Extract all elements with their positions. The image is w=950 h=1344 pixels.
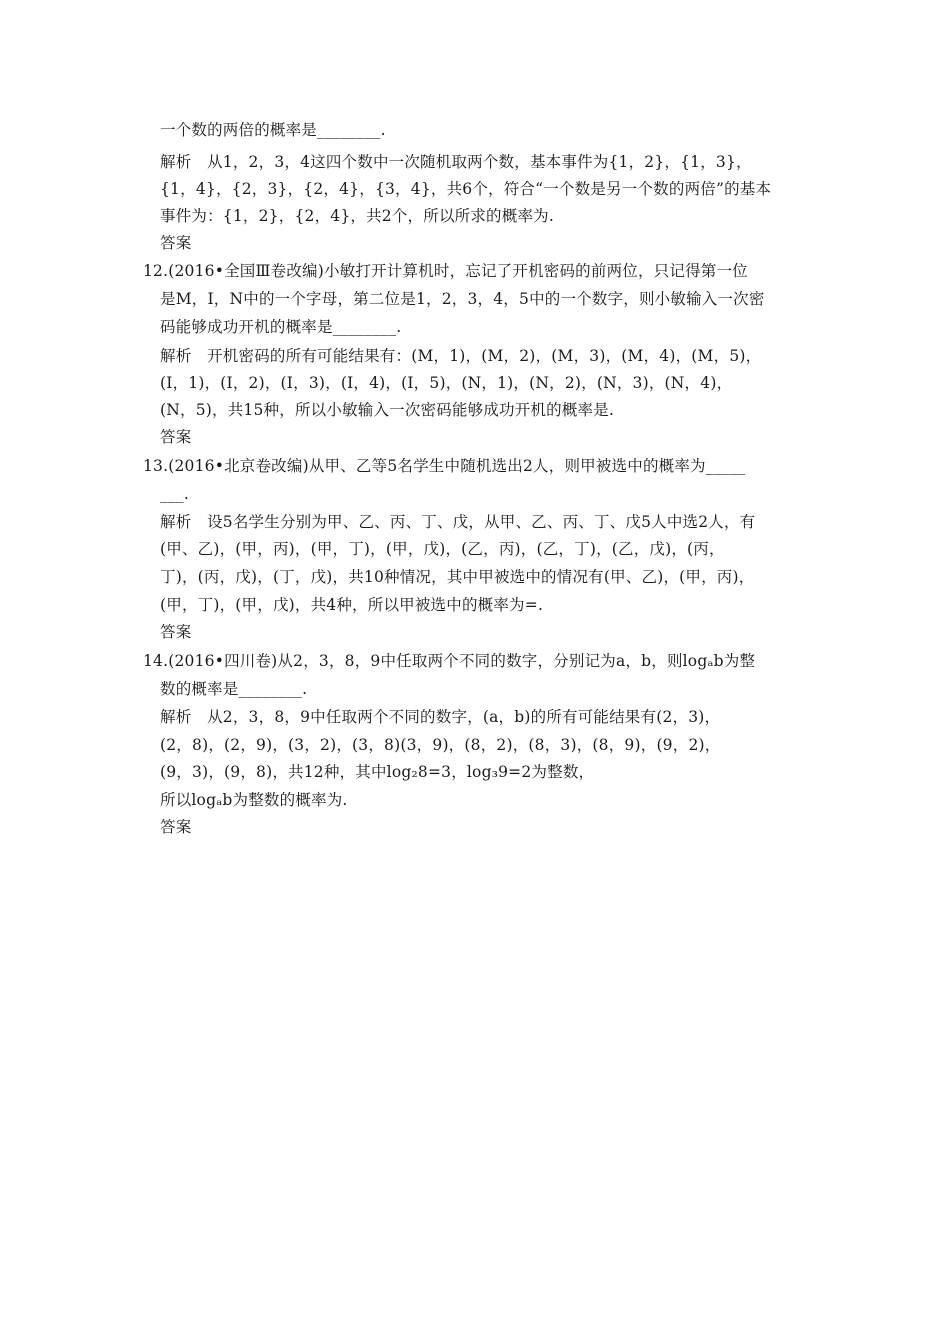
- text-line: (2，8)，(2，9)，(3，2)，(3，8)(3，9)，(8，2)，(8，3)，(8，9)，(9，2)，: [160, 736, 721, 754]
- answer-label: 答案: [160, 428, 192, 446]
- text-line: (N，5)，共15种，所以小敏输入一次密码能够成功开机的概率是.: [160, 401, 615, 419]
- question-14: 14.(2016•四川卷)从2，3，8，9中任取两个不同的数字，分别记为a，b，则logₐb为整: [143, 652, 756, 670]
- answer-label: 答案: [160, 818, 192, 836]
- text-line: 丁)，(丙，戊)，(丁，戊)，共10种情况，其中甲被选中的情况有(甲、乙)，(甲，丙)，: [160, 568, 755, 586]
- text-line: (甲、乙)，(甲，丙)，(甲，丁)，(甲，戊)，(乙，丙)，(乙，丁)，(乙，戊)，(丙，: [160, 540, 725, 558]
- answer-label: 答案: [160, 623, 192, 641]
- text-line: 数的概率是________.: [160, 680, 308, 698]
- text-line: 是M，I，N中的一个字母，第二位是1，2，3，4，5中的一个数字，则小敏输入一次密: [160, 290, 765, 308]
- text-line: 一个数的两倍的概率是________.: [160, 121, 386, 139]
- answer-label: 答案: [160, 234, 192, 252]
- text-line: (9，3)，(9，8)，共12种，其中log₂8=3，log₃9=2为整数，: [160, 763, 595, 781]
- text-line: ___.: [160, 485, 189, 503]
- analysis-line: 解析 从2，3，8，9中任取两个不同的数字，(a，b)的所有可能结果有(2，3)，: [160, 708, 721, 726]
- analysis-line: 解析 开机密码的所有可能结果有：(M，1)，(M，2)，(M，3)，(M，4)，(M，5)，: [160, 347, 762, 365]
- text-line: 所以logₐb为整数的概率为.: [160, 791, 348, 809]
- analysis-line: 解析 设5名学生分别为甲、乙、丙、丁、戊，从甲、乙、丙、丁、戊5人中选2人，有: [160, 513, 756, 531]
- analysis-line: 解析 从1，2，3，4这四个数中一次随机取两个数，基本事件为{1，2}，{1，3}，: [160, 153, 752, 171]
- question-12: 12.(2016•全国Ⅲ卷改编)小敏打开计算机时，忘记了开机密码的前两位，只记得第一位: [143, 262, 748, 280]
- text-line: (I，1)，(I，2)，(I，3)，(I，4)，(I，5)，(N，1)，(N，2)，(N，3)，(N，4)，: [160, 374, 733, 392]
- text-line: 码能够成功开机的概率是________.: [160, 318, 402, 336]
- text-line: (甲，丁)，(甲，戊)，共4种，所以甲被选中的概率为=.: [160, 596, 544, 614]
- text-line: {1，4}，{2，3}，{2，4}，{3，4}，共6个，符合“一个数是另一个数的两倍”的基本: [160, 180, 772, 198]
- text-line: 事件为：{1，2}，{2，4}，共2个，所以所求的概率为.: [160, 207, 554, 225]
- question-13: 13.(2016•北京卷改编)从甲、乙等5名学生中随机选出2人，则甲被选中的概率为_____: [143, 457, 746, 475]
